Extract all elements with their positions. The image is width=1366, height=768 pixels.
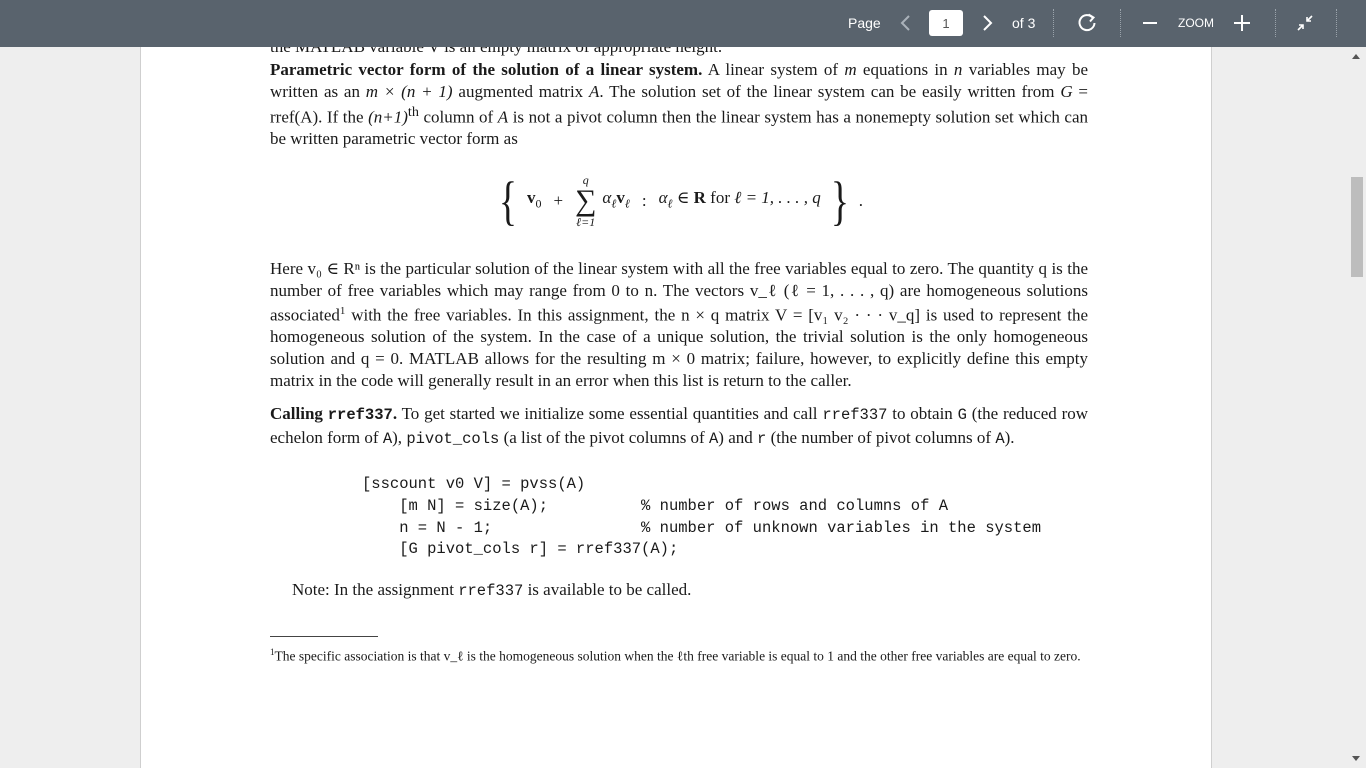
alpha: α <box>602 188 612 208</box>
chevron-right-icon <box>982 14 994 32</box>
code-line: [sscount v0 V] = pvss(A) <box>362 475 586 494</box>
section-heading-parametric: Parametric vector form of the solution of a linear system. <box>270 60 703 79</box>
toolbar-divider <box>1053 9 1054 37</box>
toolbar-divider <box>1336 9 1337 37</box>
pdf-page <box>140 0 1212 768</box>
inline-code: A <box>708 429 719 448</box>
code-line: [m N] = size(A); % number of rows and columns of A <box>362 497 948 516</box>
footnote-divider <box>270 636 378 637</box>
eq-period: . <box>858 191 863 211</box>
text-run: equations in <box>856 60 954 79</box>
v-ell: v <box>616 188 625 208</box>
zoom-out-icon <box>1142 15 1158 31</box>
math-A: A <box>497 107 509 127</box>
text-run: ) and <box>718 427 757 447</box>
right-brace: } <box>830 171 849 232</box>
inline-code: rref337 <box>822 406 888 425</box>
text-run: augmented matrix <box>452 81 589 101</box>
scroll-up-icon[interactable] <box>1352 54 1360 59</box>
page-label: Page <box>848 15 881 31</box>
eq-term <box>602 187 629 215</box>
text-run: To get started we initialize some essential quantities and call <box>397 404 823 424</box>
math-column: (n+1) <box>368 107 408 127</box>
page-content <box>270 36 1088 666</box>
rotate-button[interactable] <box>1073 9 1101 37</box>
text-run: (the reduced row echelon form of <box>270 404 1089 447</box>
pdf-toolbar <box>0 0 1366 47</box>
eq-condition <box>659 187 821 215</box>
inline-code: pivot_cols <box>406 429 500 448</box>
alpha-subscript: ℓ <box>611 196 617 211</box>
text-run: (a list of the pivot columns of <box>499 427 709 447</box>
scroll-down-icon[interactable] <box>1352 756 1360 761</box>
code-line: n = N - 1; % number of unknown variables in the system <box>362 518 1042 537</box>
text-run: to obtain <box>887 404 958 424</box>
inline-code: rref337 <box>458 581 524 600</box>
exit-fullscreen-button[interactable] <box>1291 9 1319 37</box>
inline-code: A <box>995 429 1005 448</box>
next-page-button[interactable] <box>974 9 1002 37</box>
math-m: m <box>844 60 857 79</box>
v-subscript: ℓ <box>624 196 630 211</box>
summation <box>575 174 596 228</box>
text-run: Here v₀ ∈ Rⁿ is the particular solution of the linear system with all the free variables equal to zero. The quantity q is the number of free variables which may range from 0 to n. The vectors v_ℓ (ℓ = 1, . . . , q) are homogeneous solutions associated <box>270 259 1088 325</box>
math-G: G <box>1060 81 1073 101</box>
chevron-left-icon <box>899 14 911 32</box>
text-run: = rref(A). If the <box>270 81 1089 127</box>
zoom-out-button[interactable] <box>1136 9 1164 37</box>
eq-v0 <box>527 187 542 215</box>
text-run: . The solution set of the linear system can be easily written from <box>599 81 1061 101</box>
code-line: [G pivot_cols r] = rref337(A); <box>362 540 679 559</box>
paragraph-calling <box>270 403 1088 450</box>
reals-R: R <box>693 188 706 208</box>
eq-colon: : <box>641 191 647 211</box>
footnote-ref[interactable]: 1 <box>339 305 346 318</box>
footnote-mark: 1 <box>270 647 275 658</box>
inline-code: A <box>382 429 393 448</box>
previous-page-button[interactable] <box>891 9 919 37</box>
section-heading-calling <box>270 404 397 423</box>
page-number-input[interactable] <box>929 10 963 36</box>
footnote <box>270 643 1088 666</box>
inline-code: r <box>757 429 767 448</box>
sum-symbol: ∑ <box>575 184 597 218</box>
element-of: ∈ <box>672 188 694 208</box>
math-A: A <box>589 81 600 101</box>
alpha-subscript: ℓ <box>667 196 673 211</box>
toolbar-divider <box>1275 9 1276 37</box>
text-run: ), <box>392 427 407 447</box>
v0-subscript: 0 <box>535 196 542 211</box>
inline-code: G <box>957 406 967 425</box>
superscript-th: th <box>407 104 419 121</box>
text-run: variables may be written as an <box>270 60 1088 101</box>
rotate-icon <box>1076 12 1098 34</box>
text-run: ). <box>1004 427 1015 447</box>
v0-base: v <box>526 188 536 208</box>
sum-lower-limit: ℓ=1 <box>576 215 596 230</box>
text-run: is not a pivot column then the linear system has a nonemepty solution set which can be written parametric vector form as <box>270 107 1089 149</box>
equation-inner <box>495 171 863 232</box>
text-run: is available to be called. <box>523 579 692 599</box>
zoom-in-button[interactable] <box>1228 9 1256 37</box>
text-run: column of <box>418 107 498 127</box>
for-word: for <box>705 188 735 208</box>
vertical-scrollbar[interactable] <box>1347 47 1366 768</box>
paragraph-here <box>270 258 1088 391</box>
text-run: with the free variables. In this assignment, the n × q matrix V = [v₁ v₂ · · · v_q] is used to represent the homogeneous solution of the system. In the case of a unique solution, the trivial solution is the only homogeneous solution and q = 0. MATLAB allows for the resulting m × 0 matrix; failure, however, to explicitly define this empty matrix in the code will generally result in an error when this list is return to the caller. <box>270 305 1088 390</box>
zoom-label: ZOOM <box>1178 16 1214 30</box>
math-dimension: m × (n + 1) <box>365 81 453 101</box>
zoom-in-icon <box>1233 14 1251 32</box>
text-run: A linear system of <box>702 60 845 79</box>
collapse-icon <box>1295 13 1315 33</box>
scrollbar-thumb[interactable] <box>1351 177 1363 277</box>
paragraph-parametric-form <box>270 59 1088 150</box>
note-paragraph <box>292 579 1088 603</box>
alpha: α <box>658 188 668 208</box>
footnote-text: The specific association is that v_ℓ is the homogeneous solution when the ℓth free variable is equal to 1 and the other free variables are equal to zero. <box>274 648 1081 664</box>
code-block <box>362 474 1088 560</box>
heading-text: Calling <box>270 404 328 424</box>
math-n: n <box>953 60 963 79</box>
heading-code: rref337 <box>327 406 393 425</box>
heading-text: . <box>392 404 398 424</box>
eq-plus: + <box>553 191 564 211</box>
toolbar-divider <box>1120 9 1121 37</box>
page-total: of 3 <box>1012 15 1036 31</box>
text-run: Note: In the assignment <box>292 579 459 599</box>
text-run: (the number of pivot columns of <box>766 427 996 447</box>
index-range: ℓ = 1, . . . , q <box>734 188 821 208</box>
display-equation <box>270 171 1088 236</box>
left-brace: { <box>498 171 518 232</box>
sum-upper-limit: q <box>582 173 589 188</box>
